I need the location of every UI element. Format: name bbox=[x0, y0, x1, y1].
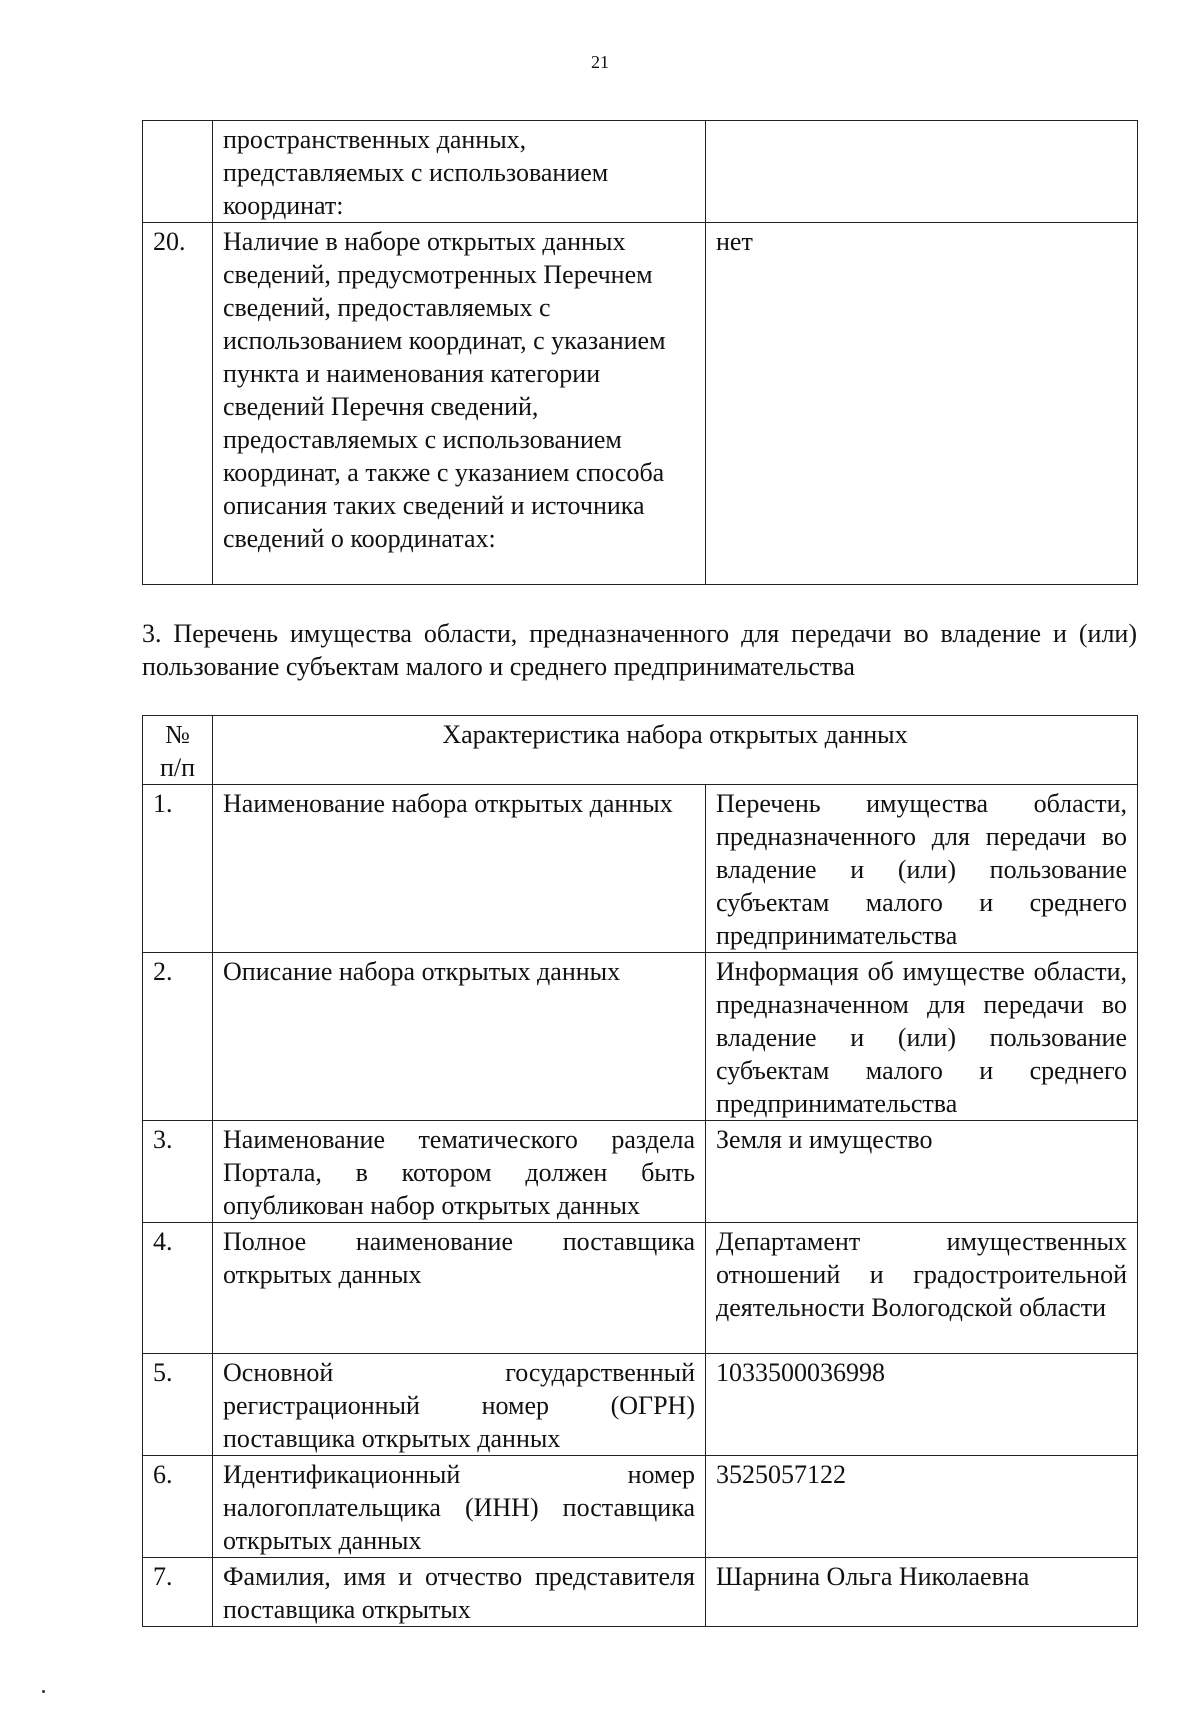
row-label: Наименование набора открытых данных bbox=[213, 785, 706, 953]
row-number: 3. bbox=[143, 1121, 213, 1223]
row-label: Наименование тематического раздела Портала, в котором должен быть опубликован набор открытых данных bbox=[213, 1121, 706, 1223]
row-value: 1033500036998 bbox=[706, 1354, 1138, 1456]
table-row bbox=[143, 223, 1138, 585]
row-number: 4. bbox=[143, 1223, 213, 1354]
row-label: Идентификационный номер налогоплательщика (ИНН) поставщика открытых данных bbox=[213, 1456, 706, 1558]
table-row bbox=[143, 1223, 1138, 1354]
row-value bbox=[706, 121, 1138, 223]
row-label: Описание набора открытых данных bbox=[213, 953, 706, 1121]
row-number: 5. bbox=[143, 1354, 213, 1456]
table-row bbox=[143, 121, 1138, 223]
row-label: пространственных данных, представляемых с использованием координат: bbox=[213, 121, 706, 223]
row-label: Фамилия, имя и отчество представителя поставщика открытых bbox=[213, 1558, 706, 1627]
row-label: Основной государственный регистрационный номер (ОГРН) поставщика открытых данных bbox=[213, 1354, 706, 1456]
row-value: Департамент имущественных отношений и градостроительной деятельности Вологодской области bbox=[706, 1223, 1138, 1354]
row-label: Полное наименование поставщика открытых данных bbox=[213, 1223, 706, 1354]
table-header-row bbox=[143, 716, 1138, 785]
row-label: Наличие в наборе открытых данных сведений, предусмотренных Перечнем сведений, предоставляемых с использованием координат, с указанием пункта и наименования категории сведений Перечня сведений, предоставляемых с использованием координат, а также с указанием способа описания таких сведений и источника сведений о координатах: bbox=[213, 223, 706, 585]
row-value: Перечень имущества области, предназначенного для передачи во владение и (или) пользование субъектам малого и среднего предпринимательства bbox=[706, 785, 1138, 953]
row-value: нет bbox=[706, 223, 1138, 585]
table-row bbox=[143, 1121, 1138, 1223]
row-number: 2. bbox=[143, 953, 213, 1121]
table-row bbox=[143, 953, 1138, 1121]
row-value: Информация об имуществе области, предназначенном для передачи во владение и (или) пользование субъектам малого и среднего предпринимательства bbox=[706, 953, 1138, 1121]
table-row bbox=[143, 785, 1138, 953]
coordinates-table bbox=[142, 120, 1138, 585]
table-row bbox=[143, 1456, 1138, 1558]
dataset-characteristics-table bbox=[142, 715, 1138, 1627]
table-row bbox=[143, 1354, 1138, 1456]
row-number: 7. bbox=[143, 1558, 213, 1627]
row-value: Шарнина Ольга Николаевна bbox=[706, 1558, 1138, 1627]
row-number: 6. bbox=[143, 1456, 213, 1558]
row-number bbox=[143, 121, 213, 223]
page-number: 21 bbox=[591, 52, 609, 72]
header-title: Характеристика набора открытых данных bbox=[213, 716, 1138, 785]
section-heading: 3. Перечень имущества области, предназначенного для передачи во владение и (или) пользование субъектам малого и среднего предпринимательства bbox=[142, 619, 1137, 681]
header-number: № п/п bbox=[143, 716, 213, 785]
row-value: Земля и имущество bbox=[706, 1121, 1138, 1223]
scan-speck bbox=[42, 1690, 45, 1693]
table-row bbox=[143, 1558, 1138, 1627]
row-value: 3525057122 bbox=[706, 1456, 1138, 1558]
row-number: 20. bbox=[143, 223, 213, 585]
row-number: 1. bbox=[143, 785, 213, 953]
